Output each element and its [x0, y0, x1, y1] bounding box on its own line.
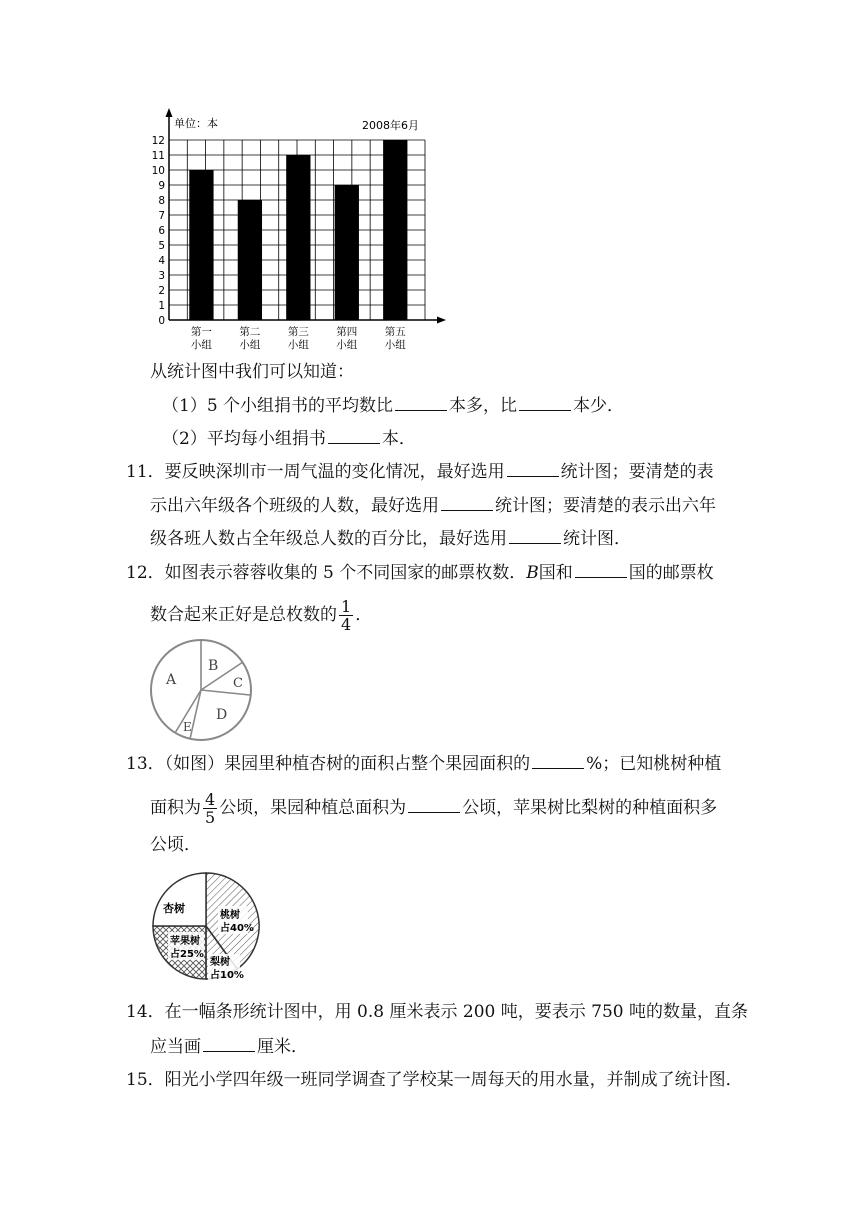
stamp-pie-chart [148, 637, 254, 743]
answer-blank[interactable] [328, 427, 380, 444]
y-tick-label: 10 [151, 165, 165, 177]
q10-intro-text: 从统计图中我们可以知道： [150, 362, 354, 382]
y-tick-label: 2 [158, 285, 165, 297]
q15-line1 [126, 1069, 743, 1091]
q15-text: 15．阳光小学四年级一班同学调查了学校某一周每天的用水量，并制成了统计图． [126, 1070, 743, 1090]
pie-label-apple-pct: 占25% [170, 949, 204, 960]
y-tick-label: 4 [158, 255, 165, 267]
bar [286, 155, 310, 320]
q13-text: 面积为 [150, 798, 201, 818]
bar [238, 200, 262, 320]
pie-label-apple: 苹果树 [170, 936, 200, 947]
fraction [339, 598, 353, 633]
answer-blank[interactable] [507, 460, 559, 477]
answer-blank[interactable] [519, 394, 571, 411]
q13-line3 [150, 834, 201, 856]
q14-text: 应当画 [150, 1037, 201, 1057]
y-tick-label: 3 [158, 270, 165, 282]
q12-text: 数合起来正好是总枚数的 [150, 605, 337, 625]
q12-text: 12．如图表示蓉蓉收集的 5 个不同国家的邮票枚数． [126, 563, 527, 583]
bar [189, 170, 213, 320]
x-tick-label: 第一 [190, 326, 212, 338]
fraction-numerator: 4 [205, 790, 216, 809]
x-tick-label: 第三 [287, 326, 309, 338]
y-axis-arrow [166, 108, 173, 117]
y-tick-label: 9 [158, 180, 165, 192]
y-tick-label: 1 [158, 300, 165, 312]
x-tick-label: 第四 [336, 326, 358, 338]
x-tick-label: 小组 [384, 339, 406, 351]
q11-line2 [150, 494, 716, 517]
fraction-numerator: 1 [341, 597, 352, 616]
q11-text: 统计图；要清楚的表 [560, 462, 714, 482]
q10-part2 [162, 427, 416, 450]
answer-blank[interactable] [532, 752, 584, 769]
x-tick-label: 第五 [384, 326, 406, 338]
pie-label-a: A [166, 672, 177, 688]
y-unit-label: 单位：本 [174, 117, 218, 130]
x-tick-label: 第二 [239, 326, 261, 338]
q10-part1 [162, 394, 624, 417]
pie-label-peach: 桃树 [220, 910, 240, 921]
q11-text: 11．要反映深圳市一周气温的变化情况，最好选用 [126, 462, 505, 482]
q13-line1 [126, 752, 721, 775]
q14-text: 厘米． [257, 1037, 308, 1057]
q10-intro [150, 361, 354, 383]
q11-text: 级各班人数占全年级总人数的百分比，最好选用 [150, 529, 507, 549]
y-tick-label: 7 [158, 210, 165, 222]
q14-line2 [150, 1035, 308, 1058]
answer-blank[interactable] [575, 561, 627, 578]
y-tick-labels [152, 135, 166, 327]
pie-label-e: E [183, 720, 192, 734]
x-tick-label: 小组 [190, 339, 212, 351]
x-tick-label: 小组 [336, 339, 358, 351]
q10-p1-text-c: 本少． [573, 396, 625, 416]
q10-p2-text-b: 本． [381, 429, 416, 449]
q12-line2 [150, 598, 372, 633]
q12-text: ． [355, 605, 373, 625]
q11-text: 统计图． [563, 529, 631, 549]
pie-label-pear-pct: 占10% [210, 970, 244, 981]
answer-blank[interactable] [509, 527, 561, 544]
answer-blank[interactable] [395, 394, 447, 411]
pie-label-d: D [216, 707, 228, 723]
q12-text: 国和 [538, 563, 573, 583]
pie-label-pear: 梨树 [210, 957, 230, 968]
chart-date-label: 2008年6月 [362, 119, 419, 132]
y-tick-label: 5 [158, 240, 165, 252]
y-tick-label: 8 [158, 195, 165, 207]
q10-p2-text-a: （2）平均每小组捐书 [162, 429, 326, 449]
q11-line1 [126, 460, 714, 483]
q12-text: 国的邮票枚 [628, 563, 714, 583]
y-tick-label: 12 [151, 135, 165, 147]
q14-line1 [126, 1001, 748, 1023]
fraction-denominator: 4 [341, 615, 352, 634]
answer-blank[interactable] [441, 494, 493, 511]
q13-text: 公顷，苹果树比梨树的种植面积多 [462, 798, 718, 818]
pie-label-peach-pct: 占40% [220, 923, 254, 934]
fraction [203, 791, 217, 826]
answer-blank[interactable] [203, 1035, 255, 1052]
bar [383, 140, 407, 320]
q12-line1 [126, 561, 714, 584]
y-tick-label: 0 [158, 315, 165, 327]
q13-text: 公顷． [150, 835, 201, 855]
fraction-denominator: 5 [205, 808, 216, 827]
y-tick-label: 6 [158, 225, 165, 237]
x-tick-labels [191, 325, 406, 351]
q11-text: 统计图；要清楚的表示出六年 [495, 496, 716, 516]
apricot-sector [153, 873, 206, 926]
q11-line3 [150, 527, 631, 550]
pie-label-b: B [208, 658, 219, 674]
q10-p1-text-b: 本多，比 [449, 396, 518, 416]
pie-label-apricot: 杏树 [163, 902, 185, 915]
q13-line2 [150, 791, 717, 826]
bar [335, 185, 359, 320]
orchard-pie-chart [148, 870, 264, 982]
q13-text: 公顷，果园种植总面积为 [219, 798, 407, 818]
q13-text: 13．（如图）果园里种植杏树的面积占整个果园面积的 [126, 754, 531, 774]
x-tick-label: 小组 [239, 339, 261, 351]
y-tick-label: 11 [151, 150, 165, 162]
q11-text: 示出六年级各个班级的人数，最好选用 [150, 496, 439, 516]
x-tick-label: 小组 [287, 339, 309, 351]
bar-chart [140, 108, 450, 352]
answer-blank[interactable] [408, 796, 460, 813]
x-axis-arrow [437, 317, 446, 324]
pie-label-c: C [233, 676, 243, 691]
q14-text: 14．在一幅条形统计图中，用 0.8 厘米表示 200 吨，要表示 750 吨的数量，直条 [126, 1002, 748, 1022]
q13-text: %；已知桃树种植 [586, 754, 722, 774]
q10-p1-text-a: （1）5 个小组捐书的平均数比 [162, 396, 394, 416]
q12-variable: B [526, 563, 539, 583]
